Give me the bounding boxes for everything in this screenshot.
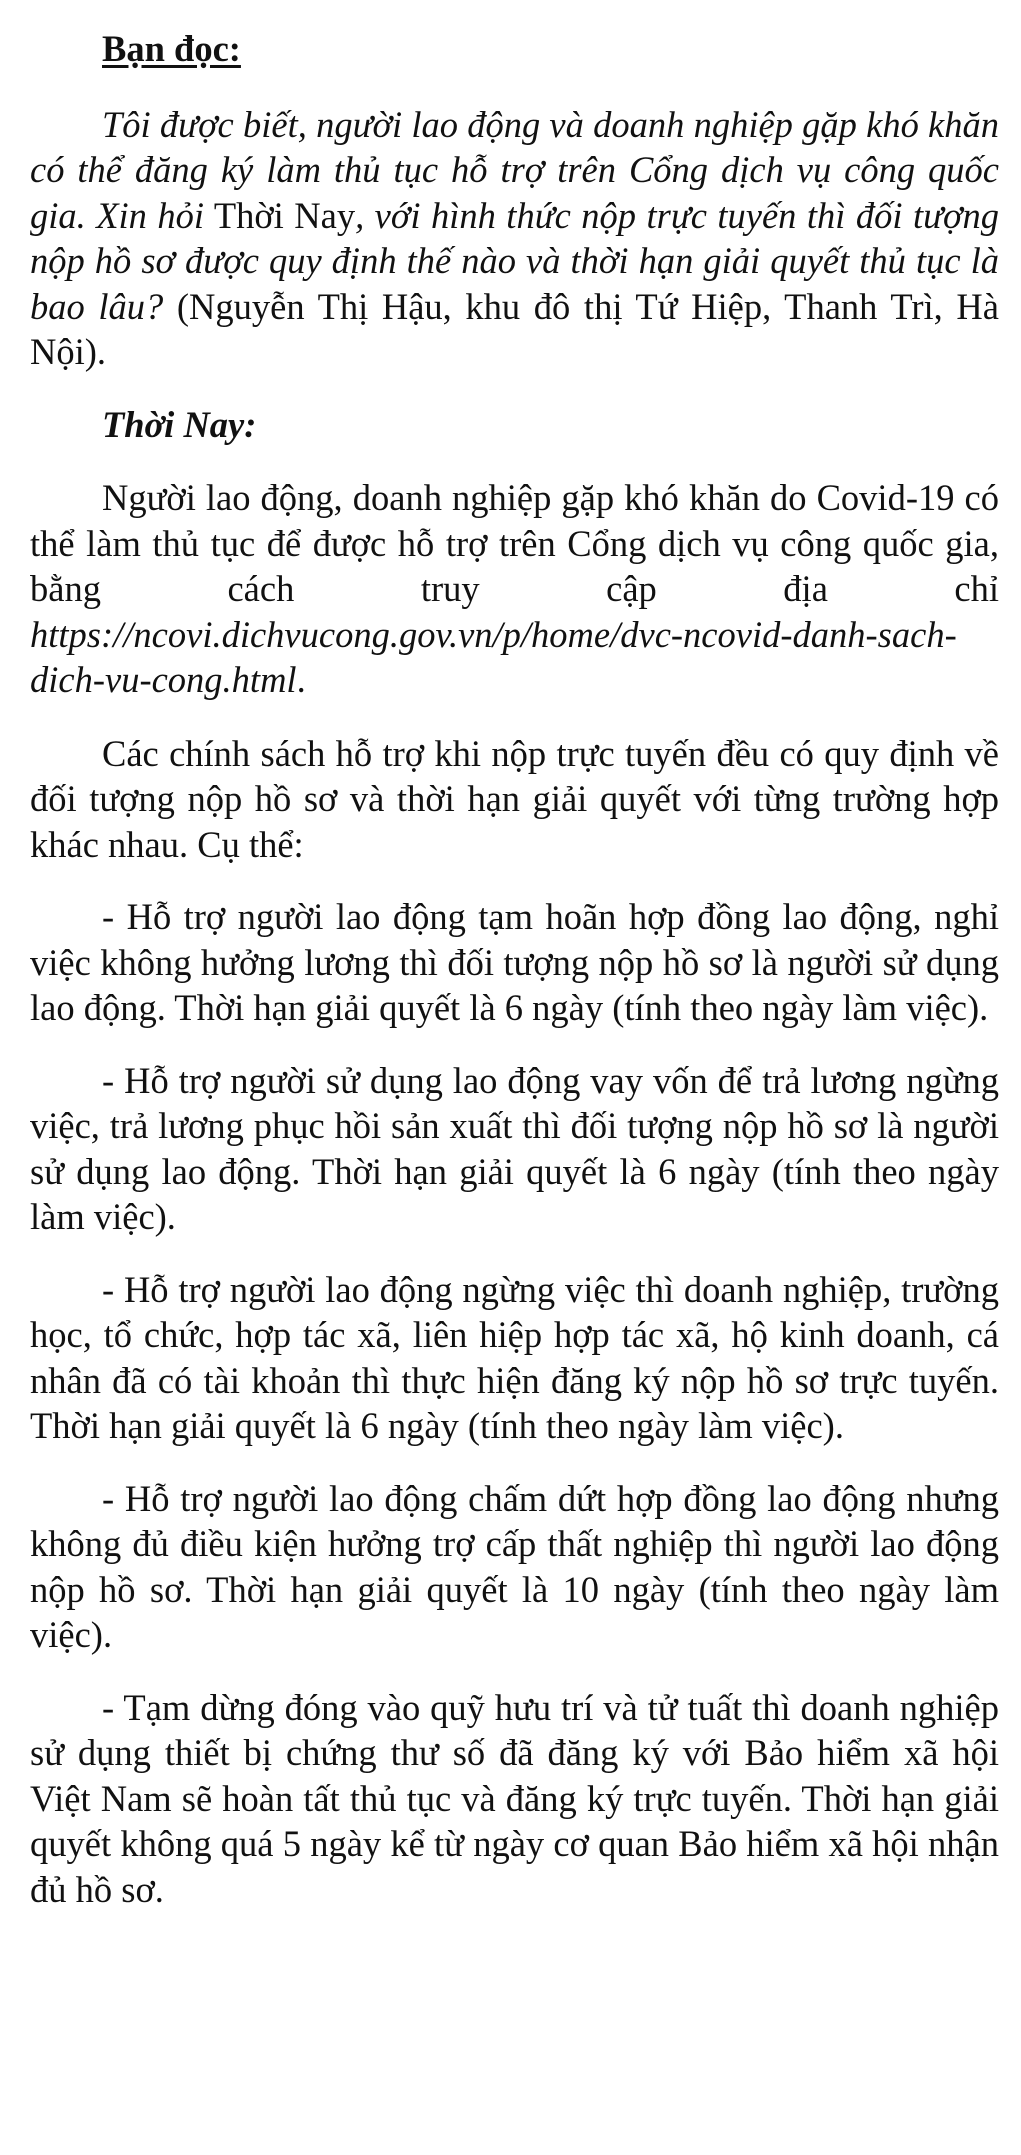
answer-intro: [30, 475, 999, 703]
policy-item: - Hỗ trợ người lao động chấm dứt hợp đồng lao động nhưng không đủ điều kiện hưởng trợ cấp thất nghiệp thì người lao động nộp hồ sơ. Thời hạn giải quyết là 10 ngày (tính theo ngày làm việc).: [30, 1477, 999, 1655]
question-text-part-1: Tôi được biết, người lao động và doanh nghiệp gặp khó khăn có thể đăng ký làm thủ tục hỗ trợ trên Cổng dịch vụ công quốc gia. Xin hỏi: [30, 103, 999, 236]
question-text-part-2: , với hình thức nộp trực tuyến thì đối tượng nộp hồ sơ được quy định thế nào và thời hạn giải quyết thủ tục là bao lâu?: [30, 194, 1000, 327]
reader-question: [30, 102, 999, 375]
service-portal-url: https://ncovi.dichvucong.gov.vn/p/home/dvc-ncovid-danh-sach-dich-vu-cong.html: [30, 613, 957, 700]
newspaper-name: Thời Nay: [213, 194, 356, 236]
policies-intro: Các chính sách hỗ trợ khi nộp trực tuyến đều có quy định về đối tượng nộp hồ sơ và thời hạn giải quyết với từng trường hợp khác nhau. Cụ thể:: [30, 732, 999, 865]
reader-label: Bạn đọc:: [102, 28, 241, 69]
answer-intro-end: .: [296, 659, 306, 700]
policy-item: - Hỗ trợ người lao động tạm hoãn hợp đồng lao động, nghỉ việc không hưởng lương thì đối tượng nộp hồ sơ là người sử dụng lao động. Thời hạn giải quyết là 6 ngày (tính theo ngày làm việc).: [30, 896, 999, 1028]
reader-signature: (Nguyễn Thị Hậu, khu đô thị Tứ Hiệp, Thanh Trì, Hà Nội).: [30, 285, 999, 372]
policy-item: - Hỗ trợ người sử dụng lao động vay vốn để trả lương ngừng việc, trả lương phục hồi sản xuất thì đối tượng nộp hồ sơ là người sử dụng lao động. Thời hạn giải quyết là 6 ngày (tính theo ngày làm việc).: [30, 1059, 999, 1237]
answer-intro-text: Người lao động, doanh nghiệp gặp khó khăn do Covid-19 có thể làm thủ tục để được hỗ trợ trên Cổng dịch vụ công quốc gia, bằng cách truy cập địa chỉ: [30, 477, 999, 609]
answer-label: Thời Nay:: [102, 403, 257, 445]
policy-item: - Hỗ trợ người lao động ngừng việc thì doanh nghiệp, trường học, tổ chức, hợp tác xã, liên hiệp hợp tác xã, hộ kinh doanh, cá nhân đã có tài khoản thì thực hiện đăng ký nộp hồ sơ trực tuyến. Thời hạn giải quyết là 6 ngày (tính theo ngày làm việc).: [30, 1268, 999, 1446]
policy-item: - Tạm dừng đóng vào quỹ hưu trí và tử tuất thì doanh nghiệp sử dụng thiết bị chứng thư số đã đăng ký với Bảo hiểm xã hội Việt Nam sẽ hoàn tất thủ tục và đăng ký trực tuyến. Thời hạn giải quyết không quá 5 ngày kể từ ngày cơ quan Bảo hiểm xã hội nhận đủ hồ sơ.: [30, 1686, 999, 1910]
